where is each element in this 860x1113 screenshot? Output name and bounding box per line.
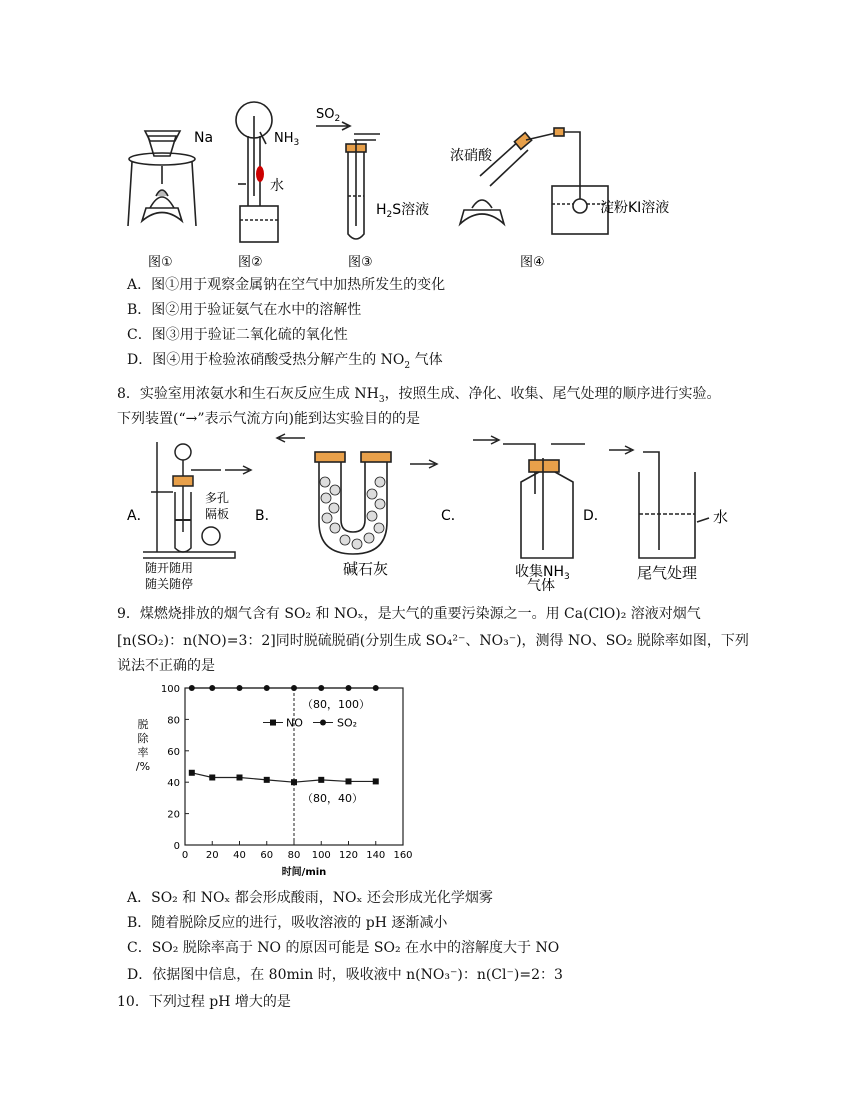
q8-d-caption: 尾气处理 (637, 564, 698, 582)
so2-point (318, 685, 324, 691)
q9-line2: [n(SO₂)：n(NO)=3：2]同时脱硫脱硝(分别生成 SO₄²⁻、NO₃⁻)，测得 NO、SO₂ 脱除率如图，下列 (117, 633, 749, 649)
q7-option-a: A．图①用于观察金属钠在空气中加热所发生的变化 (127, 277, 446, 293)
q9-option-d: D．依据图中信息，在 80min 时，吸收液中 n(NO₃⁻)：n(Cl⁻)=2：3 (127, 967, 563, 983)
legend-so2-label: SO₂ (337, 716, 358, 730)
y-axis-label-char: /% (135, 760, 151, 773)
fig3-so2-label: $SO_2$ (316, 107, 341, 124)
q8-b-granules (320, 477, 385, 549)
so2-point (346, 685, 352, 691)
fig4-caption: 图④ (520, 255, 545, 270)
q8-a-label1: 多孔 (205, 491, 230, 505)
so2-point (373, 685, 379, 691)
annotation-80-100: （80，100） (302, 698, 370, 711)
q8-a-label2: 隔板 (205, 507, 230, 521)
q8-d-water-label: 水 (713, 508, 729, 526)
fig1-na-label: Na (194, 130, 214, 146)
q7-option-d: D．图④用于检验浓硝酸受热分解产生的 $NO_2$ 气体 (127, 352, 443, 371)
y-tick-label: 100 (160, 684, 180, 695)
no-point (318, 777, 324, 783)
legend-so2-marker (320, 720, 326, 726)
fig4-ki-label: 淀粉KI溶液 (600, 200, 670, 216)
q9-chart (125, 680, 425, 880)
y-tick-label: 20 (167, 809, 180, 821)
fig4-apparatus (460, 128, 608, 234)
q8-c-letter: C． (441, 508, 465, 524)
fig4-acid-label: 浓硝酸 (450, 148, 492, 164)
x-tick-label: 120 (338, 850, 359, 861)
q9-option-b: B．随着脱除反应的进行，吸收溶液的 pH 逐渐减小 (127, 915, 448, 931)
fig1-apparatus (128, 131, 196, 226)
y-tick-label: 40 (167, 778, 180, 790)
q9-line1: 9．煤燃烧排放的烟气含有 SO₂ 和 NOₓ，是大气的重要污染源之一。用 Ca(ClO)₂ 溶液对烟气 (117, 606, 701, 622)
x-tick-label: 20 (205, 850, 219, 861)
y-axis-label-char: 除 (137, 732, 149, 745)
q8-c-bottle (503, 444, 585, 558)
no-point (237, 774, 243, 780)
no-point (209, 774, 215, 780)
fig3-caption: 图③ (348, 255, 373, 270)
y-tick-label: 0 (173, 841, 180, 852)
q10-question: 10．下列过程 pH 增大的是 (117, 994, 291, 1010)
x-tick-label: 80 (287, 850, 301, 861)
x-tick-label: 100 (311, 850, 331, 861)
legend-no-marker (270, 720, 276, 726)
x-tick-label: 0 (181, 850, 189, 861)
no-point (291, 779, 297, 785)
plot-frame (185, 688, 403, 845)
q9-option-c: C．SO₂ 脱除率高于 NO 的原因可能是 SO₂ 在水中的溶解度大于 NO (127, 940, 560, 956)
q8-a-caption1: 随开随用 (145, 561, 194, 575)
fig2-nh3-label: $NH_3$ (274, 131, 300, 148)
fig2-water-drop (256, 166, 264, 182)
fig1-caption: 图① (148, 255, 173, 270)
q8-figures (115, 432, 735, 592)
q9-line3: 说法不正确的是 (117, 658, 215, 674)
y-tick-label: 60 (167, 746, 180, 758)
y-tick-label: 80 (167, 715, 180, 727)
no-point (346, 778, 352, 784)
annotation-80-40: （80，40） (302, 792, 363, 806)
q8-a-caption2: 随关随停 (145, 577, 194, 591)
fig2-water-label: 水 (270, 178, 284, 194)
no-point (373, 778, 379, 784)
q8-line1: 8．实验室用浓氨水和生石灰反应生成 $NH_3$，按照生成、净化、收集、尾气处理的顺序进行实验。 (117, 386, 721, 405)
q8-c-caption2: 气体 (527, 578, 555, 592)
so2-point (237, 685, 243, 691)
q7-figures (120, 96, 740, 276)
q8-line2: 下列装置(“→”表示气流方向)能到达实验目的的是 (117, 411, 420, 427)
q8-c-caption1: 收集$NH_3$ (515, 564, 570, 582)
y-axis-label-char: 脱 (137, 718, 149, 731)
q8-b-letter: B． (255, 508, 279, 524)
legend-no-label: NO (286, 716, 303, 730)
q9-option-a: A．SO₂ 和 NOₓ 都会形成酸雨，NOₓ 还会形成光化学烟雾 (127, 890, 493, 906)
q7-option-c: C．图③用于验证二氧化硫的氧化性 (127, 327, 348, 343)
so2-point (209, 685, 215, 691)
y-axis-label-char: 率 (137, 746, 149, 759)
x-tick-label: 60 (260, 850, 274, 861)
x-tick-label: 40 (233, 850, 246, 861)
fig3-apparatus (316, 122, 380, 239)
so2-point (189, 685, 195, 691)
so2-point (264, 685, 270, 691)
x-axis-label: 时间/min (281, 867, 327, 878)
q8-d-letter: D． (583, 508, 608, 524)
fig2-caption: 图② (238, 255, 263, 270)
x-tick-label: 160 (393, 850, 413, 861)
q8-d-beaker (639, 452, 709, 558)
q8-a-letter: A． (127, 508, 151, 524)
no-point (264, 777, 270, 783)
fig3-h2s-label: $H_2S$溶液 (376, 202, 430, 220)
x-tick-label: 140 (366, 850, 386, 861)
q8-b-caption: 碱石灰 (343, 560, 389, 578)
q7-option-b: B．图②用于验证氨气在水中的溶解性 (127, 302, 362, 318)
no-point (189, 770, 195, 776)
so2-point (291, 685, 297, 691)
